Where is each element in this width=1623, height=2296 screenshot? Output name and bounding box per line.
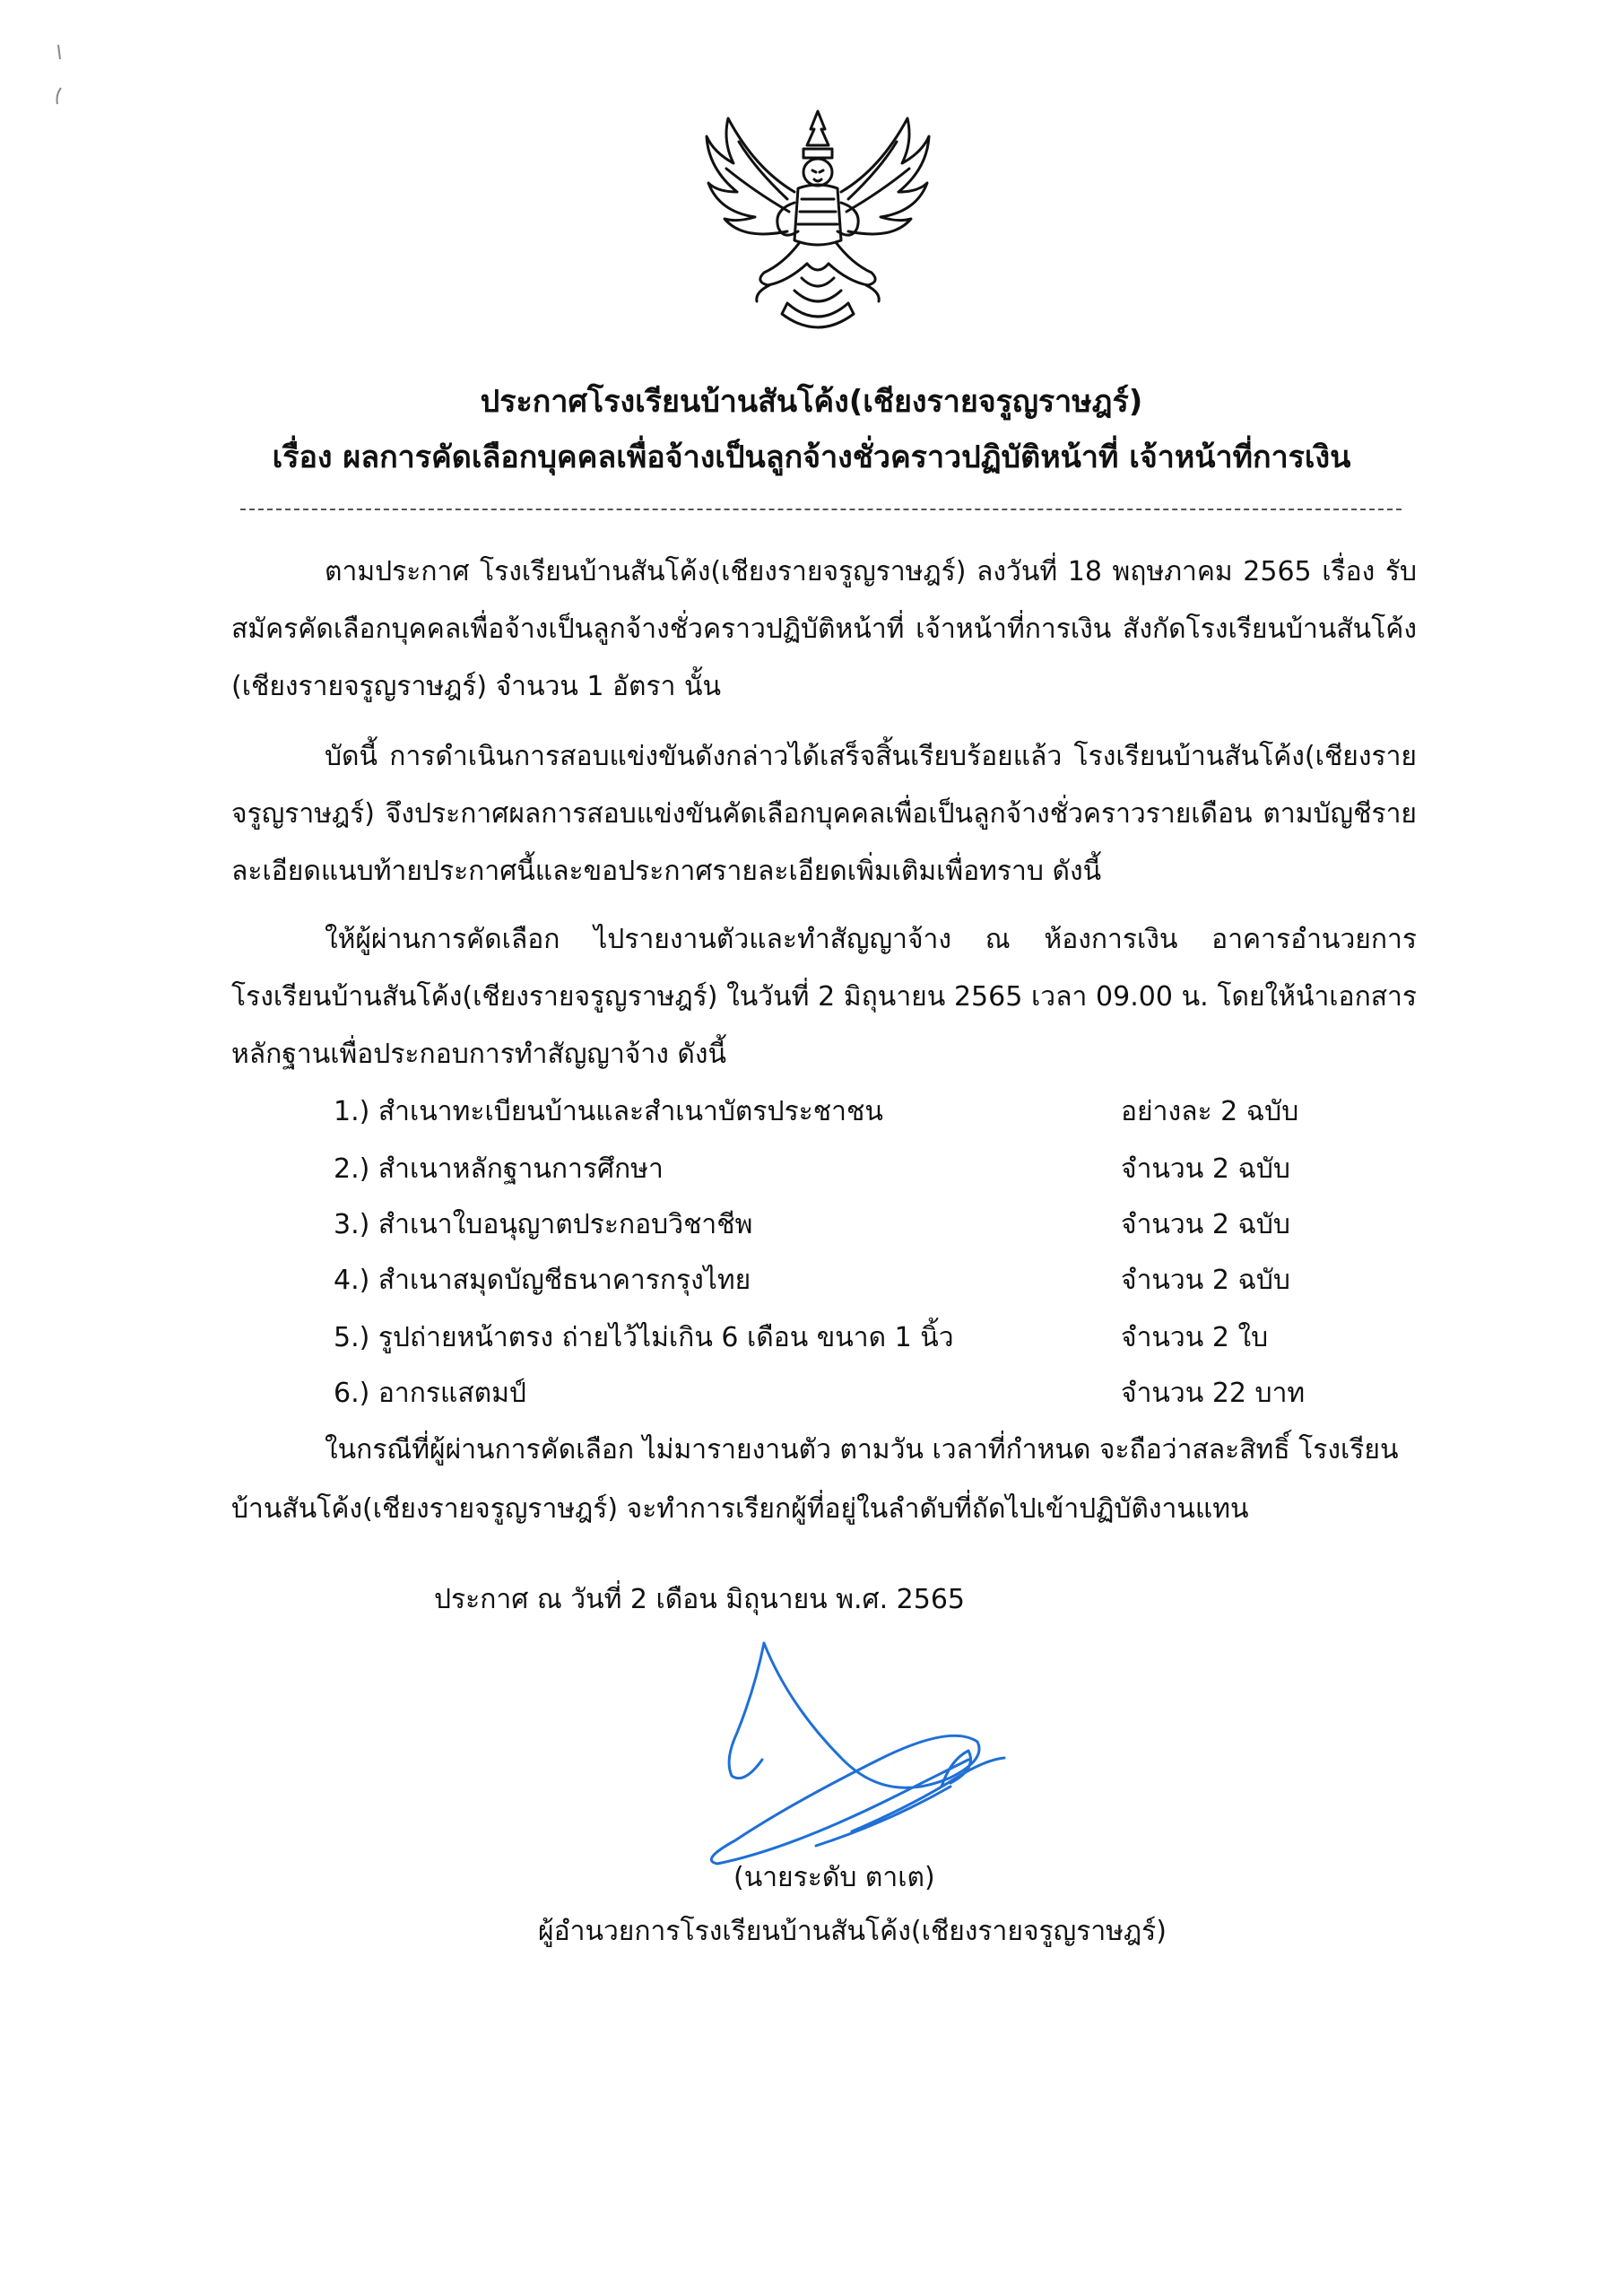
document-quantity: จำนวน 2 ฉบับ [1121,1265,1290,1296]
document-item: 6.) อากรแสตมป์ [334,1378,526,1409]
document-quantity: จำนวน 2 ฉบับ [1121,1209,1290,1240]
paragraph-instructions [231,911,1417,1083]
closing-paragraph [231,1421,1417,1539]
scan-mark [52,43,65,108]
document-item: 3.) สำเนาใบอนุญาตประกอบวิชาชีพ [334,1209,753,1240]
closing-paragraph-text: ในกรณีที่ผู้ผ่านการคัดเลือก ไม่มารายงานตัว ตามวัน เวลาที่กำหนด จะถือว่าสละสิทธิ์ โรงเรียนบ้านสันโค้ง(เชียงรายจรูญราษฎร์) จะทำการเรียกผู้ที่อยู่ในลำดับที่ถัดไปเข้าปฏิบัติงานแทน [231,1434,1399,1525]
paragraph-instructions-text: ให้ผู้ผ่านการคัดเลือก ไปรายงานตัวและทำสัญญาจ้าง ณ ห้องการเงิน อาคารอำนวยการ โรงเรียนบ้านสันโค้ง(เชียงรายจรูญราษฎร์) ในวันที่ 2 มิถุนายน 2565 เวลา 09.00 น. โดยให้นำเอกสารหลักฐานเพื่อประกอบการทำสัญญาจ้าง ดังนี้ [231,924,1417,1070]
announcement-title: ประกาศโรงเรียนบ้านสันโค้ง(เชียงรายจรูญราษฎร์) [480,384,1143,420]
garuda-emblem-icon [701,106,934,341]
paragraph-reference-text: ตามประกาศ โรงเรียนบ้านสันโค้ง(เชียงรายจรูญราษฎร์) ลงวันที่ 18 พฤษภาคม 2565 เรื่อง รับสมัครคัดเลือกบุคคลเพื่อจ้างเป็นลูกจ้างชั่วคราวปฏิบัติหน้าที่ เจ้าหน้าที่การเงิน สังกัดโรงเรียนบ้านสันโค้ง (เชียงรายจรูญราษฎร์) จำนวน 1 อัตรา นั้น [231,556,1417,702]
paragraph-reference [231,544,1417,716]
document-quantity: อย่างละ 2 ฉบับ [1121,1096,1299,1127]
signatory-title: ผู้อำนวยการโรงเรียนบ้านสันโค้ง(เชียงรายจรูญราษฎร์) [538,1916,1167,1947]
divider [240,509,1402,510]
document-quantity: จำนวน 2 ฉบับ [1121,1153,1290,1185]
document-quantity: จำนวน 2 ใบ [1121,1322,1269,1353]
document-item: 2.) สำเนาหลักฐานการศึกษา [334,1153,664,1185]
document-item: 4.) สำเนาสมุดบัญชีธนาคารกรุงไทย [334,1265,751,1296]
paragraph-result [231,728,1417,900]
document-quantity: จำนวน 22 บาท [1121,1378,1306,1409]
announcement-date: ประกาศ ณ วันที่ 2 เดือน มิถุนายน พ.ศ. 2565 [434,1584,966,1615]
paragraph-result-text: บัดนี้ การดำเนินการสอบแข่งขันดังกล่าวได้เสร็จสิ้นเรียบร้อยแล้ว โรงเรียนบ้านสันโค้ง(เชียงรายจรูญราษฎร์) จึงประกาศผลการสอบแข่งขันคัดเลือกบุคคลเพื่อเป็นลูกจ้างชั่วคราวรายเดือน ตามบัญชีรายละเอียดแนบท้ายประกาศนี้และขอประกาศรายละเอียดเพิ่มเติมเพื่อทราบ ดังนี้ [231,741,1417,887]
document-item: 1.) สำเนาทะเบียนบ้านและสำเนาบัตรประชาชน [334,1096,883,1127]
signature [681,1625,1022,1885]
announcement-subject: เรื่อง ผลการคัดเลือกบุคคลเพื่อจ้างเป็นลูกจ้างชั่วคราวปฏิบัติหน้าที่ เจ้าหน้าที่การเงิน [272,439,1351,475]
document-item: 5.) รูปถ่ายหน้าตรง ถ่ายไว้ไม่เกิน 6 เดือน ขนาด 1 นิ้ว [334,1322,954,1353]
signatory-name: (นายระดับ ตาเต) [733,1862,935,1893]
